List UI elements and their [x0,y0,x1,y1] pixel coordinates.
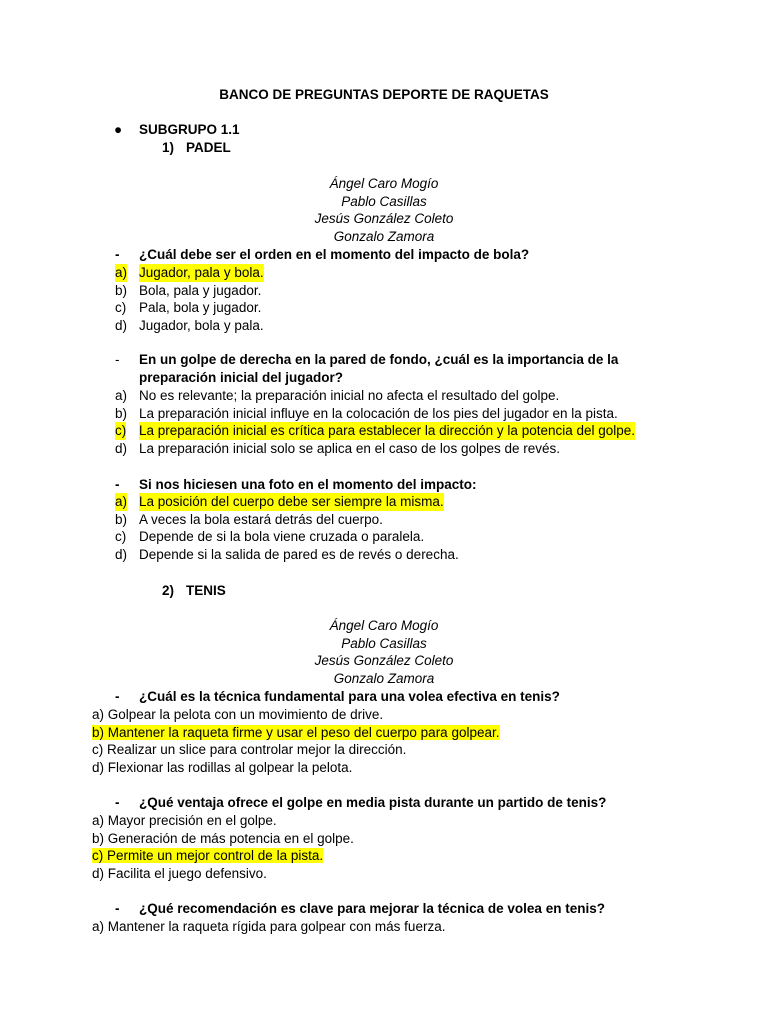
option-a [92,812,652,830]
question-padel-1 [115,246,675,264]
question-dash: - [115,901,120,916]
option-d [92,865,652,883]
option-text-correct: Jugador, pala y bola. [139,265,264,280]
option-b [92,724,652,742]
option-c [115,528,675,546]
question-dash: - [115,477,120,492]
option-a [115,493,675,511]
option-text: d) Facilita el juego defensivo. [92,866,267,882]
option-c [115,422,675,440]
section-number: 1) [162,140,175,155]
option-letter: a) [115,265,128,280]
option-letter: b) [115,511,128,527]
option-d [115,317,675,335]
option-text: a) Golpear la pelota con un movimiento de drive. [92,707,384,722]
option-a [92,918,652,936]
author-name: Jesús González Coleto [314,653,454,669]
options-padel-1 [115,264,675,335]
author-name: Ángel Caro Mogío [329,176,439,191]
option-text: Depende de si la bola viene cruzada o paralela. [139,529,425,545]
question-text: ¿Qué ventaja ofrece el golpe en media pista durante un partido de tenis? [139,795,607,810]
option-letter: a) [115,388,128,403]
option-letter: d) [115,441,128,457]
option-b [92,830,652,848]
authors-list-padel [0,175,768,246]
option-d [115,546,675,564]
option-text: Bola, pala y jugador. [139,282,262,298]
option-text: Depende si la salida de pared es de revés o derecha. [139,547,459,563]
question-padel-3 [115,476,675,494]
option-a [115,264,675,282]
option-text-correct: La preparación inicial es crítica para establecer la dirección y la potencia del golpe. [139,423,636,439]
author-name: Pablo Casillas [341,635,427,651]
option-d [115,440,675,458]
question-dash: - [115,352,120,367]
option-text: A veces la bola estará detrás del cuerpo. [139,511,383,527]
question-tenis-2 [115,794,675,812]
section-number: 2) [162,583,175,598]
option-text: La preparación inicial influye en la colocación de los pies del jugador en la pista. [139,405,618,421]
question-dash: - [115,795,120,810]
options-tenis-1 [92,706,652,777]
option-d [92,759,652,777]
question-text: ¿Cuál es la técnica fundamental para una volea efectiva en tenis? [139,689,560,704]
option-letter: c) [115,423,127,439]
option-text: d) Flexionar las rodillas al golpear la pelota. [92,760,353,776]
question-text: ¿Cuál debe ser el orden en el momento del impacto de bola? [139,247,530,262]
options-tenis-3 [92,918,652,936]
subgroup-label: SUBGRUPO 1.1 [139,122,240,137]
option-text-correct: b) Mantener la raqueta firme y usar el peso del cuerpo para golpear. [92,724,500,740]
author-name: Gonzalo Zamora [333,671,435,687]
question-text: En un golpe de derecha en la pared de fondo, ¿cuál es la importancia de la preparación inicial del jugador? [139,352,619,385]
option-text: La preparación inicial solo se aplica en el caso de los golpes de revés. [139,441,561,457]
option-letter: c) [115,529,127,545]
option-text: a) Mantener la raqueta rígida para golpear con más fuerza. [92,919,446,934]
author-name: Ángel Caro Mogío [329,618,439,633]
option-letter: b) [115,405,128,421]
section-title-padel [162,139,231,157]
author-name: Gonzalo Zamora [333,229,435,245]
options-padel-3 [115,493,675,564]
options-padel-2 [115,387,675,458]
option-text: No es relevante; la preparación inicial no afecta el resultado del golpe. [139,388,560,403]
question-text: Si nos hiciesen una foto en el momento del impacto: [139,477,477,492]
option-b [115,405,675,423]
option-a [92,706,652,724]
option-text: c) Realizar un slice para controlar mejor la dirección. [92,742,407,758]
question-tenis-1 [115,688,675,706]
question-dash: - [115,689,120,704]
option-text: Jugador, bola y pala. [139,318,264,334]
authors-list-tenis [0,617,768,688]
author-name: Pablo Casillas [341,193,427,209]
option-text-correct: La posición del cuerpo debe ser siempre la misma. [139,494,444,509]
section-name: TENIS [186,583,226,598]
document-title: BANCO DE PREGUNTAS DEPORTE DE RAQUETAS [219,87,549,102]
question-dash: - [115,247,120,262]
option-letter: d) [115,547,128,563]
section-name: PADEL [186,140,231,155]
option-b [115,282,675,300]
bullet-icon: ● [114,122,123,137]
question-tenis-3 [115,900,675,918]
option-a [115,387,675,405]
author-name: Jesús González Coleto [314,211,454,227]
option-c [92,741,652,759]
option-text: b) Generación de más potencia en el golpe. [92,830,354,846]
option-letter: c) [115,300,127,316]
option-c [115,299,675,317]
option-letter: b) [115,282,128,298]
option-b [115,511,675,529]
option-c [92,847,652,865]
option-letter: a) [115,494,128,509]
option-text-correct: c) Permite un mejor control de la pista. [92,848,324,864]
question-text: ¿Qué recomendación es clave para mejorar la técnica de volea en tenis? [139,901,605,916]
question-padel-2 [115,351,675,386]
option-letter: d) [115,318,128,334]
subgroup-heading [114,121,240,139]
section-title-tenis [162,582,226,600]
option-text: a) Mayor precisión en el golpe. [92,813,277,828]
options-tenis-2 [92,812,652,883]
option-text: Pala, bola y jugador. [139,300,262,316]
